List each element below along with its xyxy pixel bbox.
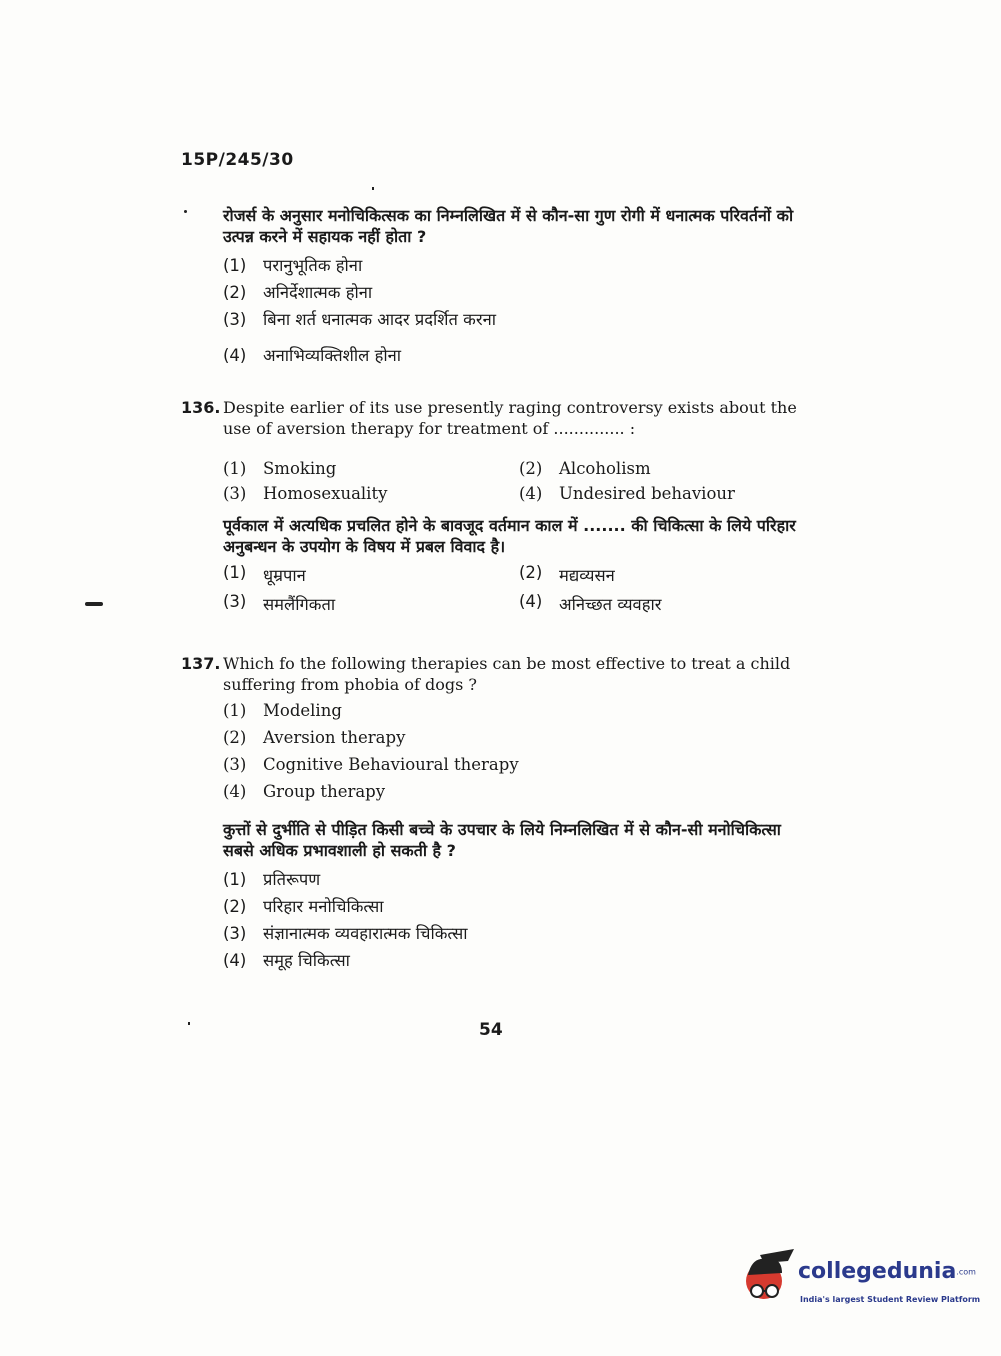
question-number: 136. <box>181 398 221 417</box>
option-3: (3) बिना शर्त धनात्मक आदर प्रदर्शित करना <box>223 310 497 329</box>
option-4: (4) Group therapy <box>223 782 386 801</box>
question-136 <box>181 397 811 615</box>
page-number: 54 <box>479 1020 503 1040</box>
options-list <box>181 701 811 809</box>
question-135-hindi <box>181 205 811 370</box>
option-3-hindi: (3) संज्ञानात्मक व्यवहारात्मक चिकित्सा <box>223 924 468 943</box>
question-stem-hindi: पूर्वकाल में अत्यधिक प्रचलित होने के बावजूद वर्तमान काल में ....... की चिकित्सा के लिये परिहार अनुबन्धन के उपयोग के विषय में प्रबल विवाद है। <box>223 516 796 556</box>
option-1-hindi: (1) धूम्रपान <box>223 563 306 585</box>
paper-code: 15P/245/30 <box>181 150 294 170</box>
option-2: (2) Aversion therapy <box>223 728 406 747</box>
option-4-hindi: (4) अनिच्छत व्यवहार <box>519 592 662 614</box>
options-list <box>181 253 811 370</box>
question-number: 137. <box>181 654 221 673</box>
question-stem-hindi: रोजर्स के अनुसार मनोचिकित्सक का निम्नलिखित में से कौन-सा गुण रोगी में धनात्मक परिवर्तनों को उत्पन्न करने में सहायक नहीं होता ? <box>223 206 794 246</box>
option-2-hindi: (2) परिहार मनोचिकित्सा <box>223 897 384 916</box>
question-137 <box>181 653 811 975</box>
collegedunia-logo <box>742 1245 981 1315</box>
option-2: (2) Alcoholism <box>519 459 651 478</box>
scan-speck <box>184 210 187 213</box>
option-4: (4) Undesired behaviour <box>519 484 735 503</box>
option-1-hindi: (1) प्रतिरूपण <box>223 870 321 889</box>
options-list-hindi <box>181 867 811 975</box>
option-3: (3) Homosexuality <box>223 484 388 503</box>
options-grid <box>181 459 811 503</box>
option-1: (1) Modeling <box>223 701 342 720</box>
options-grid-hindi <box>181 563 811 615</box>
question-stem: 137. Which fo the following therapies can be most effective to treat a child suffering from phobia of dogs ? <box>181 654 791 694</box>
brand-tagline: India's largest Student Review Platform <box>800 1295 981 1304</box>
option-4: (4) अनाभिव्यक्तिशील होना <box>223 346 402 365</box>
option-2: (2) अनिर्देशात्मक होना <box>223 283 373 302</box>
option-3: (3) Cognitive Behavioural therapy <box>223 755 519 774</box>
question-stem-hindi: कुत्तों से दुर्भीति से पीड़ित किसी बच्चे के उपचार के लिये निम्नलिखित में से कौन-सी मनोचिकित्सा सबसे अधिक प्रभावशाली हो सकती है ? <box>223 820 781 860</box>
option-4-hindi: (4) समूह चिकित्सा <box>223 951 350 970</box>
scan-speck <box>188 1022 190 1025</box>
option-1: (1) परानुभूतिक होना <box>223 256 363 275</box>
mascot-icon <box>742 1247 798 1309</box>
brand-name: collegedunia.com <box>798 1259 976 1284</box>
scan-speck <box>372 187 374 190</box>
option-2-hindi: (2) मद्यव्यसन <box>519 563 615 585</box>
scan-mark <box>85 602 103 606</box>
question-stem: 136. Despite earlier of its use presently raging controversy exists about the use of aversion therapy for treatment of .............. : <box>181 398 797 438</box>
option-3-hindi: (3) समलैंगिकता <box>223 592 336 614</box>
option-1: (1) Smoking <box>223 459 337 478</box>
